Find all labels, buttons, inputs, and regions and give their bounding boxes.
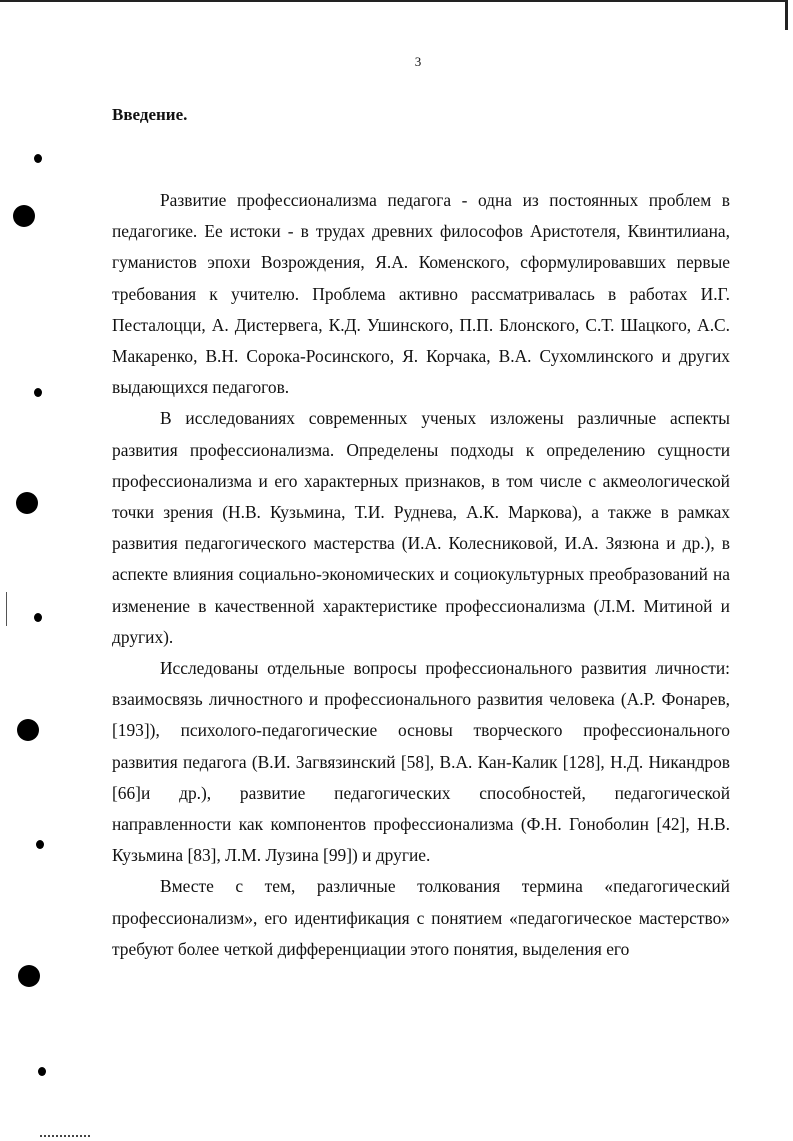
paragraph: Исследованы отдельные вопросы профессионального развития личности: взаимосвязь личностного и профессионального развития человека (А.Р. Фонарев, [193]), психолого-педагогические основы творческого профессионального развития педагога (В.И. Загвязинский [58], В.А. Кан-Калик [128], Н.Д. Никандров [66]и др.), развитие педагогических способностей, педагогической направленности как компонентов профессионализма (Ф.Н. Гоноболин [42], Н.В. Кузьмина [83], Л.М. Лузина [99]) и другие. — [112, 658, 730, 866]
paragraph: В исследованиях современных ученых изложены различные аспекты развития профессионализма. Определены подходы к определению сущности профессионализма и его характерных признаков, в том числе с акмеологической точки зрения (Н.В. Кузьмина, Т.И. Руднева, А.К. Маркова), а также в рамках развития педагогического мастерства (И.А. Колесниковой, И.А. Зязюна и др.), в аспекте влияния социально-экономических и социокультурных преобразований на изменение в качественной характеристике профессионализма (Л.М. Митиной и других). — [112, 408, 730, 647]
scan-edge-top — [0, 0, 787, 2]
binding-mark — [34, 154, 42, 163]
body-text — [112, 185, 730, 965]
scan-bottom-marks — [40, 1135, 90, 1140]
binding-mark — [38, 1067, 46, 1076]
section-heading: Введение. — [112, 105, 188, 124]
paragraph: Вместе с тем, различные толкования термина «педагогический профессионализм», его идентификация с понятием «педагогическое мастерство» требуют более четкой дифференциации этого понятия, выделения его — [112, 876, 730, 959]
punch-hole — [18, 965, 40, 987]
paragraph: Развитие профессионализма педагога - одна из постоянных проблем в педагогике. Ее истоки - в трудах древних философов Аристотеля, Квинтилиана, гуманистов эпохи Возрождения, Я.А. Коменского, сформулировавших первые требования к учителю. Проблема активно рассматривалась в работах И.Г. Песталоцци, А. Дистервега, К.Д. Ушинского, П.П. Блонского, С.Т. Шацкого, А.С. Макаренко, В.Н. Сорока-Росинского, Я. Корчака, В.А. Сухомлинского и других выдающихся педагогов. — [112, 190, 730, 398]
punch-hole — [13, 205, 35, 227]
binding-mark — [34, 388, 42, 397]
scan-edge-left-mark — [6, 592, 7, 626]
scan-edge-right — [785, 0, 788, 30]
punch-hole — [17, 719, 39, 741]
page-number: 3 — [414, 54, 422, 69]
binding-mark — [34, 613, 42, 622]
punch-hole — [16, 492, 38, 514]
binding-mark — [36, 840, 44, 849]
